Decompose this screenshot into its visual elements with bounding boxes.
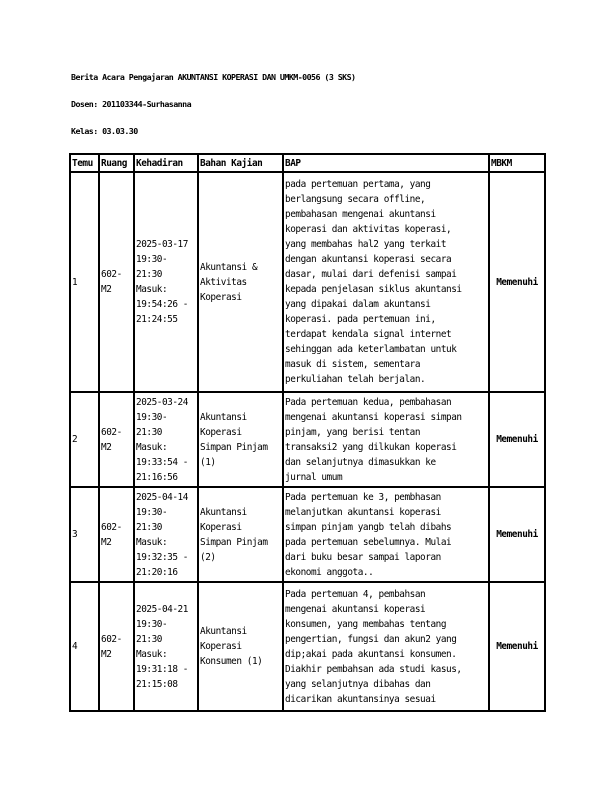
col-header-ruang: Ruang [99, 154, 134, 172]
col-header-temu: Temu [70, 154, 99, 172]
cell-kehadiran: 2025-03-24 19:30- 21:30 Masuk: 19:33:54 - 21:16:56 [134, 392, 198, 487]
cell-mbkm-status: Memenuhi [489, 392, 545, 487]
cell-mbkm-status: Memenuhi [489, 582, 545, 711]
cell-bahan-kajian: Akuntansi Koperasi Simpan Pinjam (2) [198, 487, 283, 582]
cell-ruang: 602- M2 [99, 582, 134, 711]
lecturer-line: Dosen: 201103344-Surhasanna [71, 99, 192, 109]
bap-table [69, 153, 546, 712]
cell-mbkm-status: Memenuhi [489, 487, 545, 582]
cell-bap: pada pertemuan pertama, yang berlangsung secara offline, pembahasan mengenai akuntansi koperasi dan aktivitas koperasi, yang membahas hal2 yang terkait dengan akuntansi koperasi secara dasar, mulai dari defenisi sampai kepada penjelasan siklus akuntansi yang dipakai dalam akuntansi koperasi. pada pertemuan ini, terdapat kendala signal internet sehinggan ada keterlambatan untuk masuk di sistem, sementara perkuliahan telah berjalan. [283, 172, 489, 392]
table-row [70, 582, 545, 711]
cell-kehadiran: 2025-04-14 19:30- 21:30 Masuk: 19:32:35 - 21:20:16 [134, 487, 198, 582]
cell-bap: Pada pertemuan kedua, pembahasan mengenai akuntansi koperasi simpan pinjam, yang berisi tentan transaksi2 yang dilkukan koperasi dan selanjutnya dimasukkan ke jurnal umum [283, 392, 489, 487]
cell-temu: 3 [70, 487, 99, 582]
cell-bahan-kajian: Akuntansi & Aktivitas Koperasi [198, 172, 283, 392]
cell-ruang: 602- M2 [99, 392, 134, 487]
col-header-mbkm: MBKM [489, 154, 545, 172]
cell-kehadiran: 2025-03-17 19:30- 21:30 Masuk: 19:54:26 - 21:24:55 [134, 172, 198, 392]
table-header-row [70, 154, 545, 172]
cell-temu: 2 [70, 392, 99, 487]
cell-kehadiran: 2025-04-21 19:30- 21:30 Masuk: 19:31:18 - 21:15:08 [134, 582, 198, 711]
cell-bap: Pada pertemuan 4, pembahsan mengenai akuntansi koperasi konsumen, yang membahas tentang pengertian, fungsi dan akun2 yang dip;akai pada akuntansi konsumen. Diakhir pembahsan ada studi kasus, yang selanjutnya dibahas dan dicarikan akuntansinya sesuai [283, 582, 489, 711]
cell-ruang: 602- M2 [99, 487, 134, 582]
col-header-bap: BAP [283, 154, 489, 172]
cell-bahan-kajian: Akuntansi Koperasi Simpan Pinjam (1) [198, 392, 283, 487]
cell-mbkm-status: Memenuhi [489, 172, 545, 392]
cell-temu: 1 [70, 172, 99, 392]
table-row [70, 172, 545, 392]
cell-bap: Pada pertemuan ke 3, pembhasan melanjutkan akuntansi koperasi simpan pinjam yangb telah dibahs pada pertemuan sebelumnya. Mulai dari buku besar sampai laporan ekonomi anggota.. [283, 487, 489, 582]
table-row [70, 392, 545, 487]
class-line: Kelas: 03.03.30 [71, 126, 138, 136]
cell-ruang: 602- M2 [99, 172, 134, 392]
table-row [70, 487, 545, 582]
col-header-kehadiran: Kehadiran [134, 154, 198, 172]
cell-temu: 4 [70, 582, 99, 711]
col-header-bahan-kajian: Bahan Kajian [198, 154, 283, 172]
cell-bahan-kajian: Akuntansi Koperasi Konsumen (1) [198, 582, 283, 711]
document-title: Berita Acara Pengajaran AKUNTANSI KOPERASI DAN UMKM-0056 (3 SKS) [71, 72, 356, 82]
